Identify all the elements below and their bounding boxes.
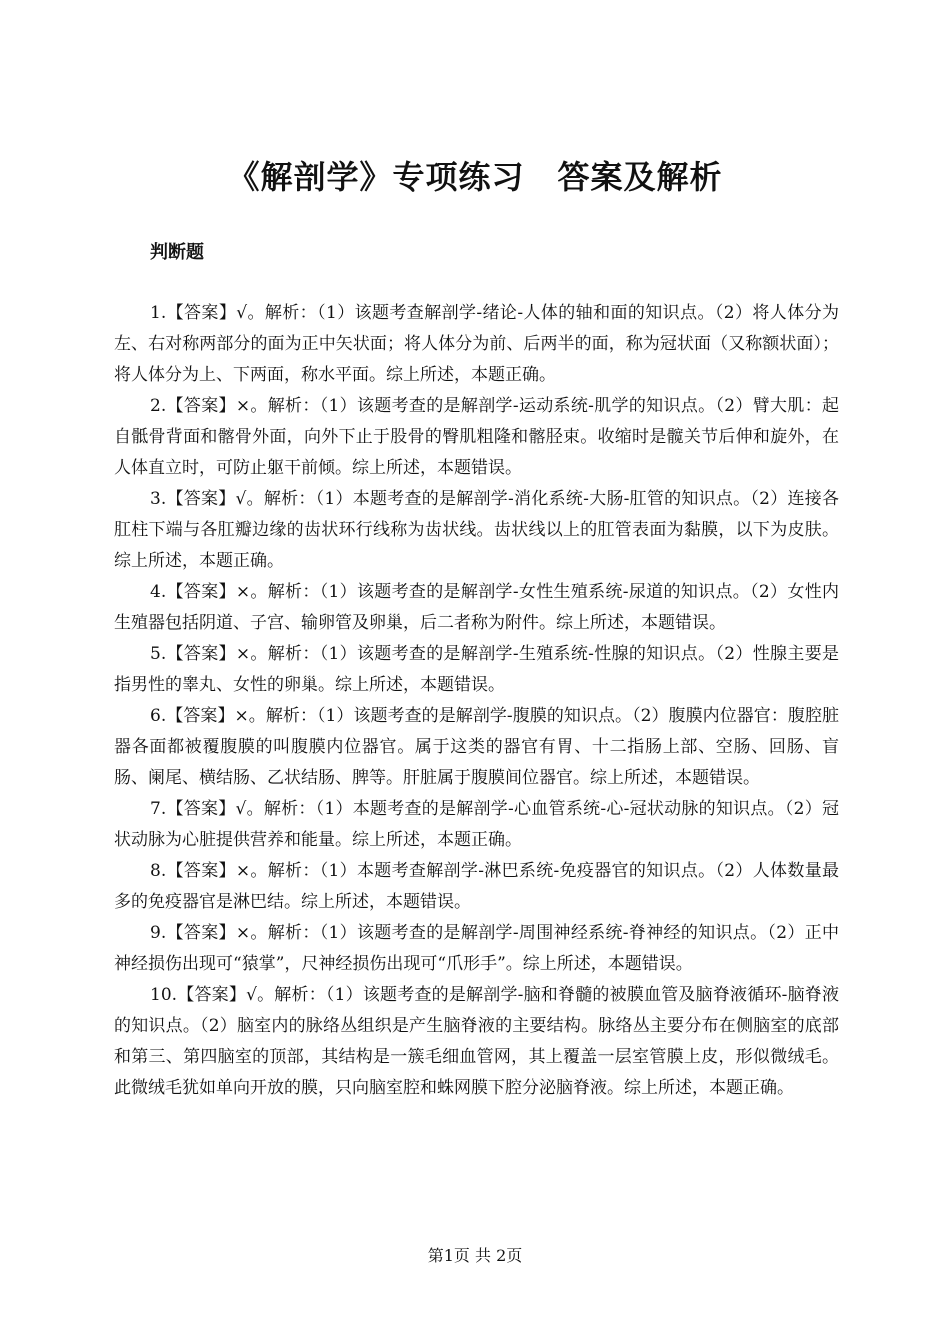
answer-item-5	[114, 639, 839, 701]
answer-item-10	[114, 980, 839, 1104]
section-heading: 判断题	[150, 242, 204, 263]
answer-number: 1.	[150, 303, 167, 323]
answer-explanation: 。解析：（1）该题考查的是解剖学-脑和脊髓的被膜血管及脑脊液循环-脑脊液的知识点。（2）脑室内的脉络丛组织是产生脑脊液的主要结构。脉络丛主要分布在侧脑室的底部和第三、第四脑室的顶部，其结构是一簇毛细血管网，其上覆盖一层室管膜上皮，形似微绒毛。此微绒毛犹如单向开放的膜，只向脑室腔和蛛网膜下腔分泌脑脊液。综上所述，本题正确。	[114, 985, 839, 1098]
answer-number: 10.	[150, 985, 178, 1005]
answer-list	[114, 298, 839, 1104]
answer-number: 4.	[150, 582, 167, 602]
page-title: 《解剖学》专项练习 答案及解析	[227, 158, 723, 196]
answer-item-4	[114, 577, 839, 639]
answer-tag: 【答案】	[177, 985, 247, 1005]
answer-mark: √	[235, 799, 247, 819]
answer-explanation: 。解析：（1）本题考查解剖学-淋巴系统-免疫器官的知识点。（2）人体数量最多的免疫器官是淋巴结。综上所述，本题错误。	[114, 861, 840, 912]
answer-explanation: 。解析：（1）该题考查的是解剖学-女性生殖系统-尿道的知识点。（2）女性内生殖器包括阴道、子宫、输卵管及卵巢，后二者称为附件。综上所述，本题错误。	[114, 582, 840, 633]
answer-item-2	[114, 391, 839, 484]
answer-mark: ×	[235, 644, 251, 664]
answer-tag: 【答案】	[166, 799, 236, 819]
answer-number: 6.	[150, 706, 167, 726]
answer-tag: 【答案】	[166, 923, 236, 943]
answer-number: 9.	[150, 923, 167, 943]
answer-tag: 【答案】	[166, 582, 236, 602]
answer-explanation: 。解析：（1）本题考查的是解剖学-心血管系统-心-冠状动脉的知识点。（2）冠状动脉为心脏提供营养和能量。综上所述，本题正确。	[114, 799, 840, 850]
answer-item-9	[114, 918, 839, 980]
answer-explanation: 。解析：（1）该题考查的是解剖学-腹膜的知识点。（2）腹膜内位器官：腹腔脏器各面都被覆腹膜的叫腹膜内位器官。属于这类的器官有胃、十二指肠上部、空肠、回肠、盲肠、阑尾、横结肠、乙状结肠、脾等。肝脏属于腹膜间位器官。综上所述，本题错误。	[114, 706, 840, 788]
answer-tag: 【答案】	[166, 396, 236, 416]
answer-mark: √	[236, 303, 248, 323]
answer-explanation: 。解析：（1）该题考查的是解剖学-生殖系统-性腺的知识点。（2）性腺主要是指男性的睾丸、女性的卵巢。综上所述，本题错误。	[114, 644, 840, 695]
answer-explanation: 。解析：（1）本题考查的是解剖学-消化系统-大肠-肛管的知识点。（2）连接各肛柱下端与各肛瓣边缘的齿状环行线称为齿状线。齿状线以上的肛管表面为黏膜，以下为皮肤。综上所述，本题正确。	[114, 489, 840, 571]
answer-mark: √	[246, 985, 257, 1005]
answer-number: 3.	[150, 489, 167, 509]
answer-mark: ×	[235, 923, 251, 943]
answer-explanation: 。解析：（1）该题考查解剖学-绪论-人体的轴和面的知识点。（2）将人体分为左、右对称两部分的面为正中矢状面；将人体分为前、后两半的面，称为冠状面（又称额状面）；将人体分为上、下两面，称水平面。综上所述，本题正确。	[114, 303, 839, 385]
answer-item-7	[114, 794, 839, 856]
answer-mark: ×	[235, 396, 251, 416]
page-footer: 第1页 共 2页	[427, 1246, 523, 1265]
answer-item-3	[114, 484, 839, 577]
answer-tag: 【答案】	[166, 303, 237, 323]
answer-mark: ×	[234, 706, 249, 726]
answer-number: 5.	[150, 644, 167, 664]
answer-item-8	[114, 856, 839, 918]
answer-explanation: 。解析：（1）该题考查的是解剖学-周围神经系统-脊神经的知识点。（2）正中神经损伤出现可“猿掌”，尺神经损伤出现可“爪形手”。综上所述，本题错误。	[114, 923, 840, 974]
answer-tag: 【答案】	[166, 706, 235, 726]
answer-number: 2.	[150, 396, 167, 416]
answer-item-6	[114, 701, 839, 794]
answer-explanation: 。解析：（1）该题考查的是解剖学-运动系统-肌学的知识点。（2）臂大肌：起自骶骨背面和髂骨外面，向外下止于股骨的臀肌粗隆和髂胫束。收缩时是髋关节后伸和旋外，在人体直立时，可防止躯干前倾。综上所述，本题错误。	[114, 396, 840, 478]
answer-number: 7.	[150, 799, 167, 819]
answer-number: 8.	[150, 861, 167, 881]
answer-tag: 【答案】	[166, 489, 236, 509]
answer-mark: √	[235, 489, 247, 509]
answer-mark: ×	[235, 582, 251, 602]
answer-tag: 【答案】	[166, 644, 236, 664]
answer-mark: ×	[235, 861, 251, 881]
answer-item-1	[114, 298, 839, 391]
answer-tag: 【答案】	[166, 861, 236, 881]
